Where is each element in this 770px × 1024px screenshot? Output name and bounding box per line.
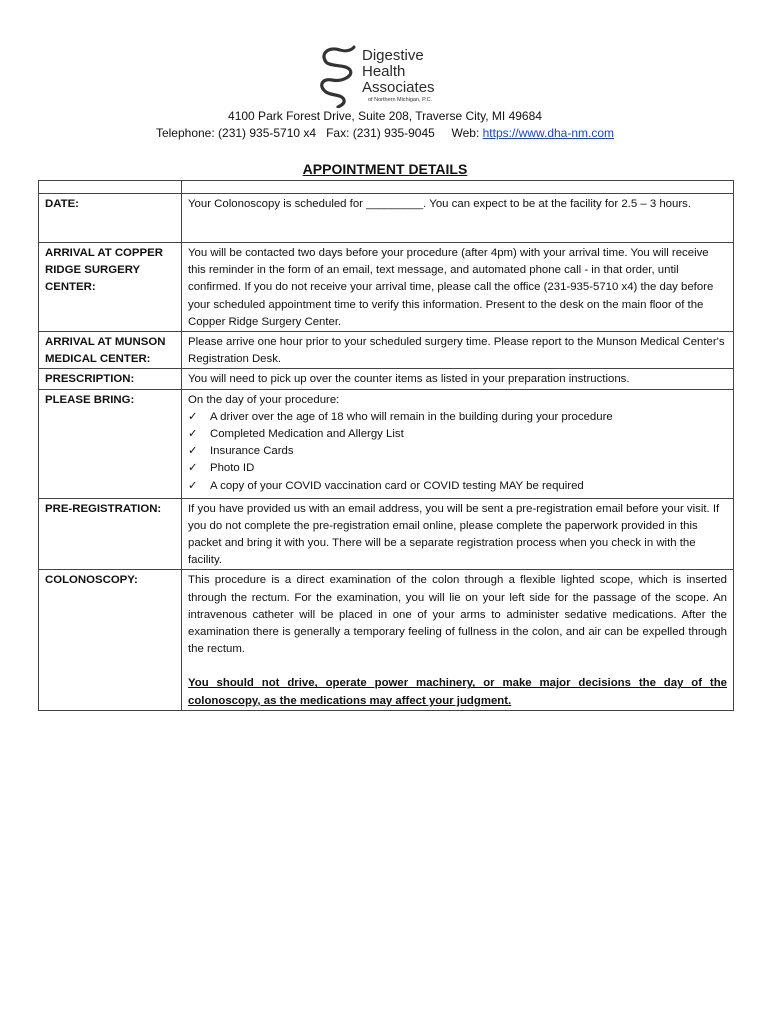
table-row-please-bring	[39, 389, 734, 498]
table-row-colonoscopy	[39, 570, 734, 710]
bring-list	[188, 409, 727, 495]
checkmark-icon: ✓	[188, 445, 198, 458]
logo-subtitle: of Northern Michigan, P.C.	[368, 97, 433, 103]
list-item-text: Completed Medication and Allergy List	[210, 428, 404, 441]
row-label: PRESCRIPTION:	[39, 369, 182, 389]
row-label: COLONOSCOPY:	[39, 570, 182, 710]
checkmark-icon: ✓	[188, 462, 198, 475]
contact-prefix: Telephone: (231) 935-5710 x4 Fax: (231) 935-9045 Web:	[155, 126, 483, 140]
table-row-pre-registration	[39, 498, 734, 570]
address-line: 4100 Park Forest Drive, Suite 208, Traverse City, MI 49684	[228, 109, 542, 123]
table-row-prescription	[39, 369, 734, 389]
list-item-text: Insurance Cards	[210, 445, 294, 458]
row-label: DATE:	[39, 194, 182, 243]
row-text: Please arrive one hour prior to your scheduled surgery time. Please report to the Munson Medical Center's Registration Desk.	[182, 332, 734, 369]
row-label: ARRIVAL AT MUNSON MEDICAL CENTER:	[39, 332, 182, 369]
page-title: APPOINTMENT DETAILS	[302, 161, 468, 177]
logo-text-line3: Associates	[362, 79, 435, 96]
table-row-copper-ridge	[39, 243, 734, 332]
list-item	[188, 460, 727, 477]
row-label: PRE-REGISTRATION:	[39, 498, 182, 570]
row-label: ARRIVAL AT COPPER RIDGE SURGERY CENTER:	[39, 243, 182, 332]
list-item	[188, 426, 727, 443]
checkmark-icon: ✓	[188, 428, 198, 441]
table-row-date	[39, 194, 734, 243]
dha-logo	[316, 44, 466, 108]
row-content	[182, 570, 734, 710]
list-item-text: A driver over the age of 18 who will remain in the building during your procedure	[210, 410, 613, 423]
colonoscopy-warning: You should not drive, operate power machinery, or make major decisions the day of the colonoscopy, as the medications may affect your judgment.	[188, 677, 727, 707]
checkmark-icon: ✓	[188, 479, 198, 492]
empty-header-cell	[182, 181, 734, 194]
row-label: PLEASE BRING:	[39, 389, 182, 498]
list-item-text: A copy of your COVID vaccination card or COVID testing MAY be required	[210, 479, 584, 492]
table-header-row	[39, 181, 734, 194]
website-link[interactable]: https://www.dha-nm.com	[482, 126, 615, 140]
table-row-munson	[39, 332, 734, 369]
colonoscopy-description: This procedure is a direct examination of the colon through a flexible lighted scope, which is inserted through the rectum. For the examination, you will lie on your left side for the passage of the scope. An intravenous catheter will be placed in one of your arms to administer sedative medications. After the examination there is generally a temporary feeling of fullness in the colon, and air can be expelled through the rectum.	[188, 574, 727, 656]
row-text: If you have provided us with an email address, you will be sent a pre-registration email before your visit. If you do not complete the pre-registration email online, please complete the paperwork provided in this packet and bring it with you. There will be a separate registration process when you check in with the facility.	[182, 498, 734, 570]
list-item	[188, 478, 727, 495]
logo-text-line1: Digestive	[362, 47, 424, 64]
logo-text-line2: Health	[362, 63, 406, 80]
list-item	[188, 443, 727, 460]
colon-logo-icon	[316, 44, 362, 108]
contact-line	[0, 125, 770, 141]
row-text: You will be contacted two days before your procedure (after 4pm) with your arrival time. You will receive this reminder in the form of an email, text message, and automated phone call - in that order, until confirmed. If you do not receive your arrival time, please call the office (231-935-5710 x4) the day before your scheduled appointment time to verify this information. Present to the desk on the main floor of the Copper Ridge Surgery Center.	[182, 243, 734, 332]
row-text: You will need to pick up over the counter items as listed in your preparation instructions.	[182, 369, 734, 389]
empty-header-cell	[39, 181, 182, 194]
row-content	[182, 389, 734, 498]
appointment-details-table	[38, 180, 734, 711]
checkmark-icon: ✓	[188, 410, 198, 423]
bring-intro: On the day of your procedure:	[188, 393, 340, 406]
list-item	[188, 409, 727, 426]
list-item-text: Photo ID	[210, 462, 255, 475]
row-text: Your Colonoscopy is scheduled for _________. You can expect to be at the facility for 2.5 – 3 hours.	[182, 194, 734, 243]
